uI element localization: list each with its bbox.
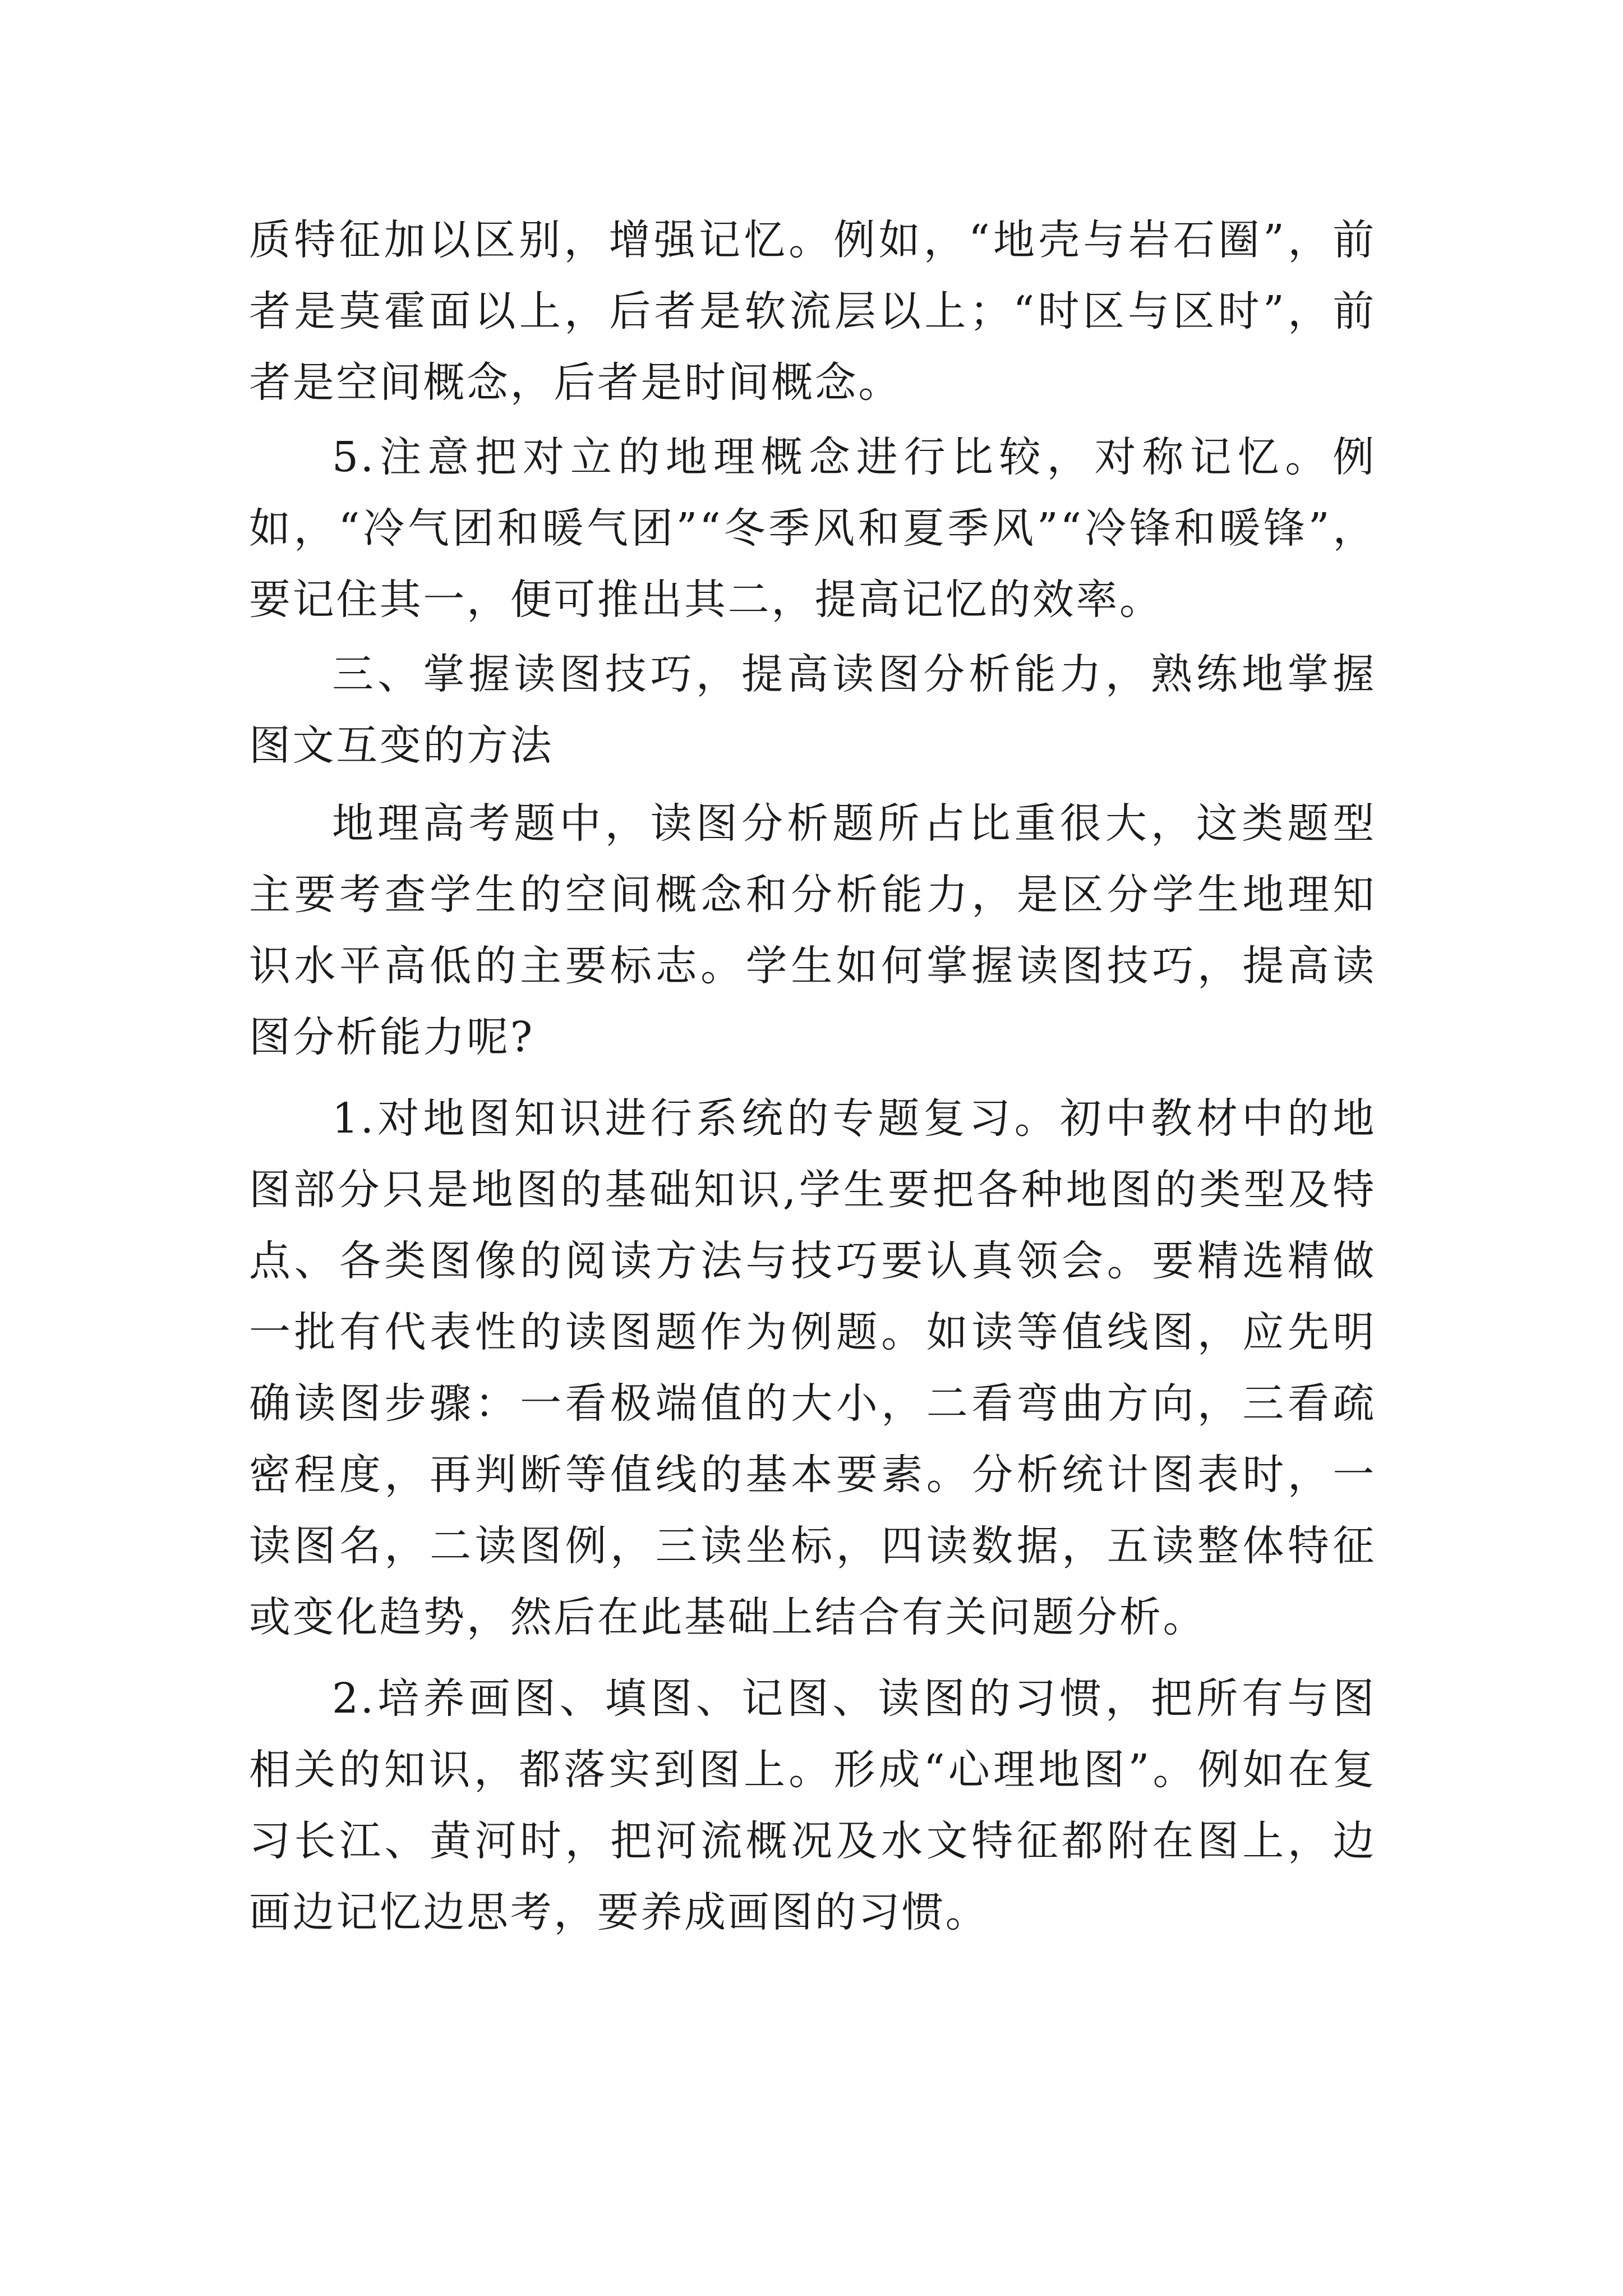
paragraph-point-1: 1.对地图知识进行系统的专题复习。初中教材中的地图部分只是地图的基础知识,学生要把各种地图的类型及特点、各类图像的阅读方法与技巧要认真领会。要精选精做一批有代表性的读图题作为例题。如读等值线图，应先明确读图步骤：一看极端值的大小，二看弯曲方向，三看疏密程度，再判断等值线的基本要素。分析统计图表时，一读图名，二读图例，三读坐标，四读数据，五读整体特征或变化趋势，然后在此基础上结合有关问题分析。 <box>249 1094 1376 1641</box>
section-heading-3: 三、掌握读图技巧，提高读图分析能力，熟练地掌握图文互变的方法 <box>249 650 1376 770</box>
paragraph-continuation: 质特征加以区别，增强记忆。例如，“地壳与岩石圈”，前者是莫霍面以上，后者是软流层以上；“时区与区时”，前者是空间概念，后者是时间概念。 <box>249 216 1376 407</box>
paragraph-intro: 地理高考题中，读图分析题所占比重很大，这类题型主要考查学生的空间概念和分析能力，是区分学生地理知识水平高低的主要标志。学生如何掌握读图技巧，提高读图分析能力呢? <box>249 799 1376 1061</box>
document-body <box>249 205 1376 1948</box>
paragraph-point-5: 5.注意把对立的地理概念进行比较，对称记忆。例如，“冷气团和暖气团”“冬季风和夏季风”“冷锋和暖锋”，要记住其一，便可推出其二，提高记忆的效率。 <box>249 433 1376 624</box>
paragraph-point-2: 2.培养画图、填图、记图、读图的习惯，把所有与图相关的知识，都落实到图上。形成“心理地图”。例如在复习长江、黄河时，把河流概况及水文特征都附在图上，边画边记忆边思考，要养成画图的习惯。 <box>249 1674 1376 1936</box>
